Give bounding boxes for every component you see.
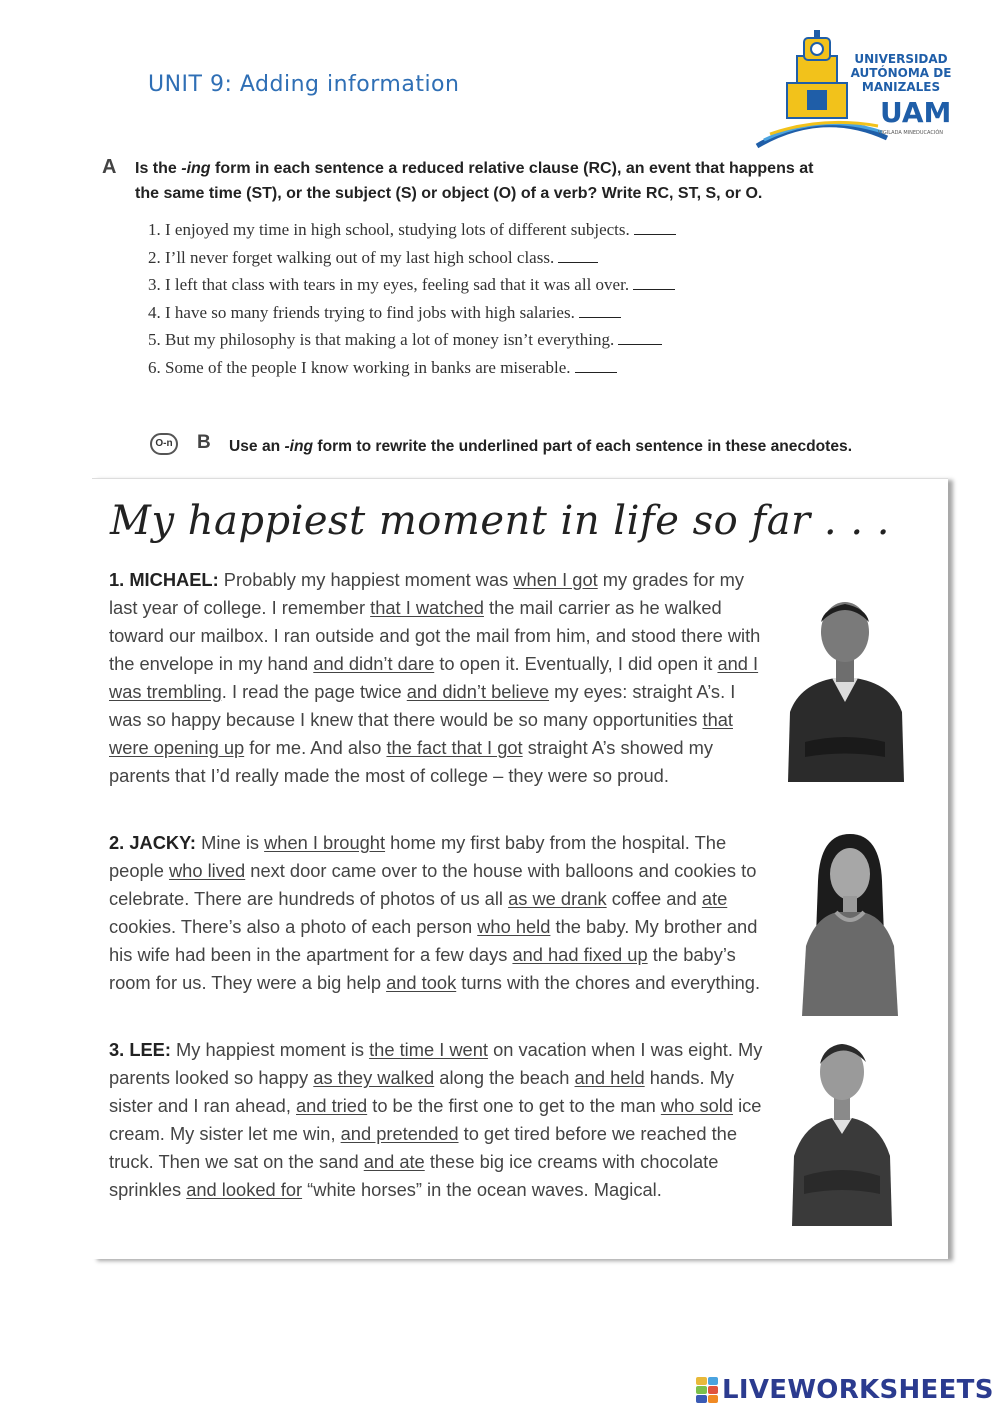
text: My happiest moment is [170, 1039, 370, 1060]
answer-blank[interactable] [633, 275, 675, 290]
list-item [148, 271, 676, 299]
photo-lee [786, 1036, 898, 1226]
liveworksheets-mark-icon [696, 1377, 718, 1403]
underlined-phrase: as we drank [508, 888, 607, 909]
underlined-phrase: the fact that I got [386, 737, 523, 758]
item-text: 5. But my philosophy is that making a lot of money isn’t everything. [148, 330, 615, 350]
list-item [148, 326, 676, 354]
underlined-phrase: and didn’t dare [313, 653, 435, 674]
text: for me. And also [244, 737, 387, 758]
liveworksheets-brand [696, 1374, 994, 1406]
underlined-phrase: who sold [660, 1095, 734, 1116]
text: my grades for my last year of college. I remember [109, 569, 745, 618]
logo-tagline: VIGILADA MINEDUCACIÓN [878, 130, 943, 136]
anecdote-lee [109, 1036, 769, 1204]
section-b-letter: B [197, 432, 211, 453]
instr-a-post: form in each sentence a reduced relative clause (RC), an event that happens at [210, 160, 814, 177]
text: “white horses” in the ocean waves. Magical. [302, 1179, 662, 1200]
logo-line-2: AUTÓNOMA DE [850, 66, 952, 80]
text: my eyes: straight A’s. I was so happy because I knew that there would be so many opportunities [109, 681, 736, 730]
item-text: 6. Some of the people I know working in banks are miserable. [148, 357, 571, 377]
underlined-phrase: ate [701, 888, 728, 909]
text: to get tired before we reached the truck. Then we sat on the sand [109, 1123, 737, 1172]
anecdote-jacky [109, 829, 769, 997]
text: along the beach [434, 1067, 575, 1088]
text: coffee and [606, 888, 702, 909]
list-item [148, 244, 676, 272]
section-b-instruction [229, 434, 852, 459]
text: Probably my happiest moment was [218, 569, 514, 590]
text: these big ice creams with chocolate sprinkles [109, 1151, 719, 1200]
photo-jacky [798, 826, 902, 1016]
underlined-phrase: that were opening up [109, 709, 733, 758]
text: . I read the page twice [221, 681, 407, 702]
text: the baby’s room for us. They were a big help [109, 944, 736, 993]
underlined-phrase: and ate [363, 1151, 425, 1172]
section-a-instruction [135, 156, 935, 206]
text: ice cream. My sister let me win, [109, 1095, 762, 1144]
list-item [148, 354, 676, 382]
underlined-phrase: and I was trembling [109, 653, 759, 702]
answer-blank[interactable] [579, 303, 621, 318]
answer-blank[interactable] [575, 358, 617, 373]
instr-a-ing: -ing [181, 160, 211, 177]
text: next door came over to the house with balloons and cookies to celebrate. There are hundreds of photos of us all [109, 860, 757, 909]
unit-title: UNIT 9: Adding information [148, 72, 460, 97]
text: straight A’s showed my parents that I’d really made the most of college – they were so proud. [109, 737, 713, 786]
text: hands. My sister and I ran ahead, [109, 1067, 735, 1116]
underlined-phrase: and didn’t believe [406, 681, 550, 702]
underlined-phrase: the time I went [369, 1039, 488, 1060]
logo-line-3: MANIZALES [861, 80, 941, 94]
underlined-phrase: when I brought [264, 832, 386, 853]
underlined-phrase: and pretended [340, 1123, 459, 1144]
underlined-phrase: and looked for [186, 1179, 303, 1200]
text: the baby. My brother and his wife had been in the apartment for a few days [109, 916, 758, 965]
anecdote-michael [109, 566, 769, 790]
liveworksheets-text: LIVEWORKSHEETS [722, 1375, 994, 1405]
item-text: 4. I have so many friends trying to find jobs with high salaries. [148, 302, 575, 322]
underlined-phrase: that I watched [370, 597, 484, 618]
list-item [148, 299, 676, 327]
text: turns with the chores and everything. [456, 972, 761, 993]
text: to open it. Eventually, I did open it [434, 653, 718, 674]
answer-blank[interactable] [634, 220, 676, 235]
logo-line-1: UNIVERSIDAD [854, 52, 948, 66]
underlined-phrase: and held [574, 1067, 645, 1088]
answer-blank[interactable] [618, 330, 662, 345]
logo-name [846, 52, 956, 94]
instr-b-pre: Use an [229, 438, 285, 455]
speaker-name: 1. MICHAEL: [109, 569, 219, 590]
text: home my first baby from the hospital. The people [109, 832, 727, 881]
text: the mail carrier as he walked toward our mailbox. I ran outside and got the mail from him, and stood there with the envelope in my hand [109, 597, 761, 674]
text: Mine is [196, 832, 265, 853]
speaker-name: 2. JACKY: [109, 832, 197, 853]
instr-b-post: form to rewrite the underlined part of each sentence in these anecdotes. [313, 438, 853, 455]
instr-a-pre: Is the [135, 160, 182, 177]
underlined-phrase: who lived [168, 860, 246, 881]
photo-michael [780, 592, 910, 782]
item-text: 2. I’ll never forget walking out of my last high school class. [148, 247, 555, 267]
answer-key-icon: O-n [150, 433, 178, 455]
card-title: My happiest moment in life so far . . . [110, 498, 890, 544]
instr-a-line2: the same time (ST), or the subject (S) or object (O) of a verb? Write RC, ST, S, or O. [135, 185, 763, 202]
list-item [148, 216, 676, 244]
underlined-phrase: and tried [296, 1095, 368, 1116]
instr-b-ing: -ing [284, 438, 314, 455]
item-text: 1. I enjoyed my time in high school, studying lots of different subjects. [148, 220, 630, 239]
underlined-phrase: as they walked [313, 1067, 435, 1088]
logo-abbr: UAM [880, 96, 952, 129]
underlined-phrase: when I got [513, 569, 598, 590]
section-a-letter: A [102, 156, 117, 178]
text: on vacation when I was eight. My parents looked so happy [109, 1039, 763, 1088]
answer-blank[interactable] [558, 248, 598, 263]
underlined-phrase: and had fixed up [512, 944, 648, 965]
text: to be the first one to get to the man [367, 1095, 661, 1116]
item-text: 3. I left that class with tears in my eyes, feeling sad that it was all over. [148, 275, 630, 295]
text: cookies. There’s also a photo of each person [109, 916, 478, 937]
underlined-phrase: and took [386, 972, 457, 993]
section-a-items [148, 216, 676, 382]
underlined-phrase: who held [477, 916, 551, 937]
speaker-name: 3. LEE: [109, 1039, 171, 1060]
